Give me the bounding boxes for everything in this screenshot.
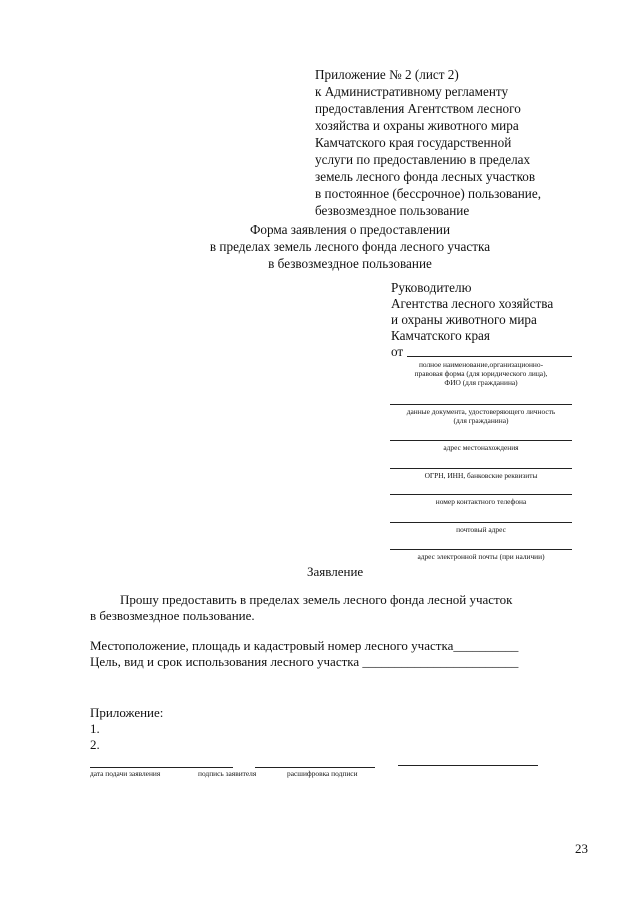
- postal-caption: почтовый адрес: [456, 525, 506, 534]
- email-caption: адрес электронной почты (при наличии): [417, 552, 545, 561]
- ogrn-caption: ОГРН, ИНН, банковские реквизиты: [424, 471, 538, 480]
- phone-field[interactable]: [390, 494, 572, 495]
- attachment-item: 1.: [90, 721, 100, 736]
- statement-body-line: Прошу предоставить в пределах земель лесного фонда лесной участок: [120, 592, 513, 607]
- from-label: от: [391, 344, 404, 359]
- appendix-line: Приложение № 2 (лист 2): [315, 67, 459, 82]
- form-title-line: в пределах земель лесного фонда лесного участка: [209, 239, 491, 254]
- attachment-item: 2.: [90, 737, 100, 752]
- appendix-line: услуги по предоставлению в пределах: [315, 152, 531, 167]
- statement-title: Заявление: [307, 564, 364, 579]
- attachments-label: Приложение:: [90, 705, 164, 720]
- appendix-line: хозяйства и охраны животного мира: [315, 118, 519, 133]
- appendix-line: к Административному регламенту: [315, 84, 509, 99]
- signature-field[interactable]: [255, 767, 375, 768]
- phone-caption: номер контактного телефона: [435, 497, 527, 506]
- location-caption: адрес местонахождения: [443, 443, 519, 452]
- date-field[interactable]: [90, 767, 233, 768]
- purpose-line[interactable]: Цель, вид и срок использования лесного участка ________________________: [90, 654, 519, 669]
- ogrn-field[interactable]: [390, 468, 572, 469]
- addressee-line: Камчатского края: [391, 328, 490, 343]
- appendix-line: безвозмездное пользование: [315, 203, 470, 218]
- full-name-field[interactable]: [407, 356, 572, 357]
- signature-caption: подпись заявителя: [198, 769, 257, 778]
- full-name-caption: ФИО (для гражданина): [444, 378, 518, 387]
- addressee-line: и охраны животного мира: [391, 312, 537, 327]
- appendix-line: предоставления Агентством лесного: [315, 101, 521, 116]
- full-name-caption: полное наименование,организационно-: [418, 360, 544, 369]
- full-name-caption: правовая форма (для юридического лица),: [414, 369, 548, 378]
- form-title-line: Форма заявления о предоставлении: [249, 222, 451, 237]
- appendix-line: Камчатского края государственной: [315, 135, 512, 150]
- appendix-line: в постоянное (бессрочное) пользование,: [315, 186, 541, 201]
- appendix-line: земель лесного фонда лесных участков: [315, 169, 536, 184]
- signature-decoding-field[interactable]: [398, 765, 538, 766]
- email-field[interactable]: [390, 549, 572, 550]
- identity-doc-caption: (для гражданина): [453, 416, 509, 425]
- addressee-line: Руководителю: [391, 280, 472, 295]
- addressee-line: Агентства лесного хозяйства: [391, 296, 554, 311]
- location-area-line[interactable]: Местоположение, площадь и кадастровый номер лесного участка__________: [90, 638, 519, 653]
- form-title-line: в безвозмездное пользование: [268, 256, 432, 271]
- identity-doc-field[interactable]: [390, 404, 572, 405]
- statement-body-line: в безвозмездное пользование.: [90, 608, 255, 623]
- date-caption: дата подачи заявления: [90, 769, 161, 778]
- page-number: 23: [575, 841, 588, 856]
- identity-doc-caption: данные документа, удостоверяющего личность: [406, 407, 556, 416]
- postal-field[interactable]: [390, 522, 572, 523]
- decoding-caption: расшифровка подписи: [287, 769, 358, 778]
- location-field[interactable]: [390, 440, 572, 441]
